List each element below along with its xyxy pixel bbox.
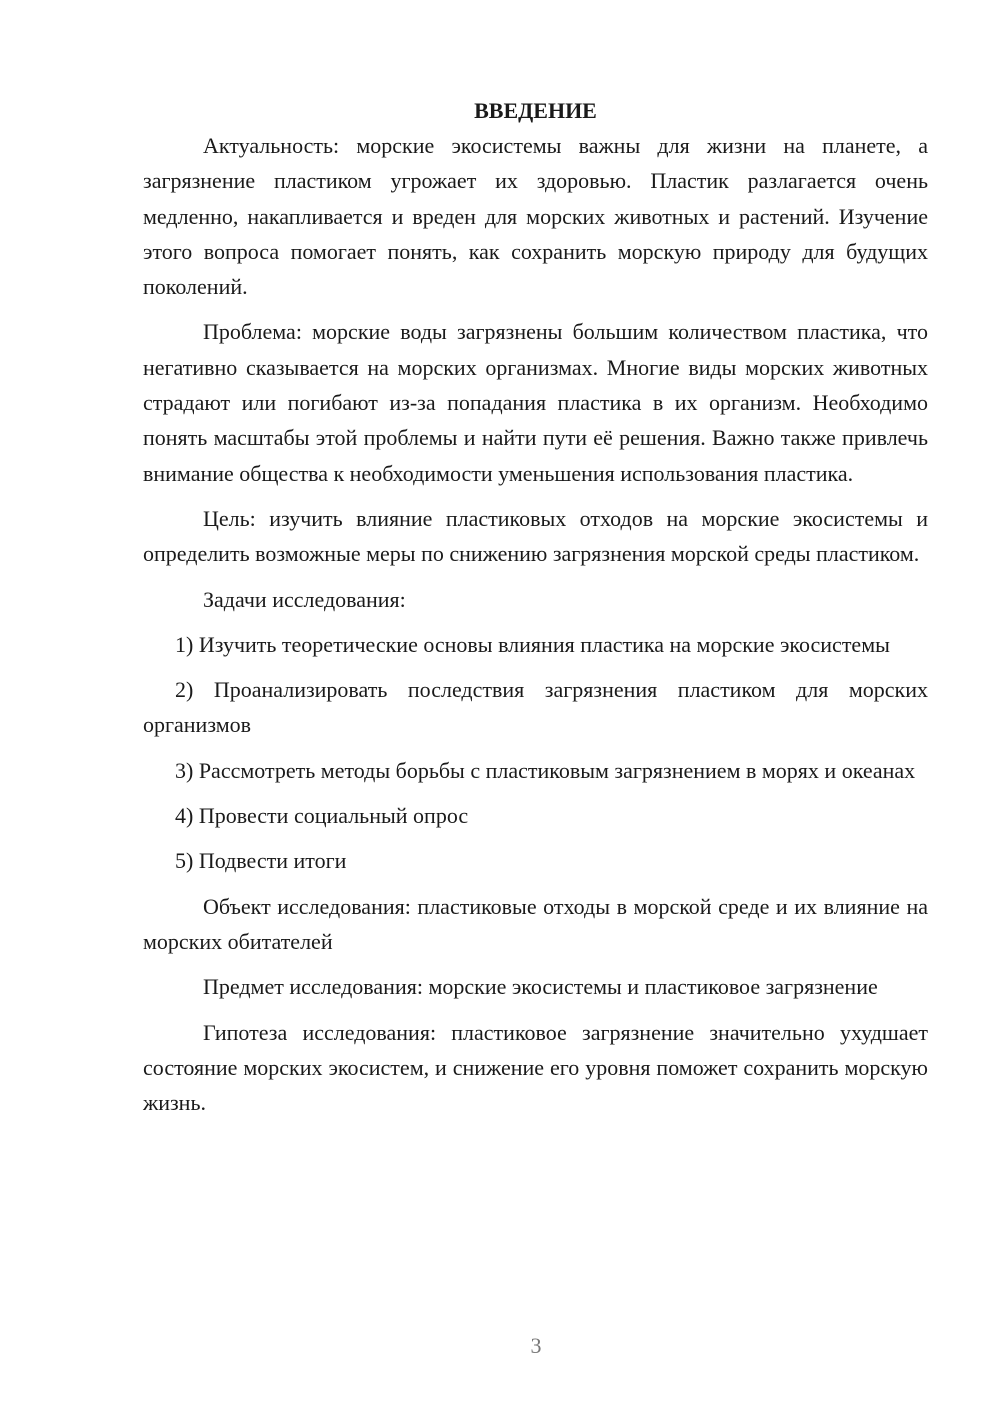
subject-paragraph: Предмет исследования: морские экосистемы и пластиковое загрязнение (203, 974, 878, 1000)
page-title: ВВЕДЕНИЕ (474, 98, 597, 123)
tasks-heading: Задачи исследования: (203, 586, 406, 612)
task-item-1: 1) Изучить теоретические основы влияния пластика на морские экосистемы (175, 631, 890, 657)
document-page (143, 94, 928, 1130)
hypothesis-paragraph: Гипотеза исследования: пластиковое загрязнение значительно ухудшает состояние морских экосистем, и снижение его уровня поможет сохранить морскую жизнь. (143, 1019, 928, 1116)
task-item-3: 3) Рассмотреть методы борьбы с пластиковым загрязнением в морях и океанах (175, 757, 916, 783)
goal-paragraph: Цель: изучить влияние пластиковых отходов на морские экосистемы и определить возможные меры по снижению загрязнения морской среды пластиком. (143, 505, 928, 567)
problem-paragraph: Проблема: морские воды загрязнены большим количеством пластика, что негативно сказывается на морских организмах. Многие виды морских животных страдают или погибают из-за попадания пластика в их организм. Необходимо понять масштабы этой проблемы и найти пути её решения. Важно также привлечь внимание общества к необходимости уменьшения использования пластика. (143, 319, 928, 486)
object-paragraph: Объект исследования: пластиковые отходы в морской среде и их влияние на морских обитателей (143, 893, 928, 954)
task-item-4: 4) Провести социальный опрос (175, 803, 469, 829)
task-item-5: 5) Подвести итоги (175, 848, 347, 874)
task-item-2: 2) Проанализировать последствия загрязнения пластиком для морских организмов (143, 677, 928, 738)
page-number: 3 (530, 1333, 542, 1358)
relevance-paragraph: Актуальность: морские экосистемы важны для жизни на планете, а загрязнение пластиком угрожает их здоровью. Пластик разлагается очень медленно, накапливается и вреден для морских животных и растений. Изучение этого вопроса помогает понять, как сохранить морскую природу для будущих поколений. (143, 133, 928, 300)
